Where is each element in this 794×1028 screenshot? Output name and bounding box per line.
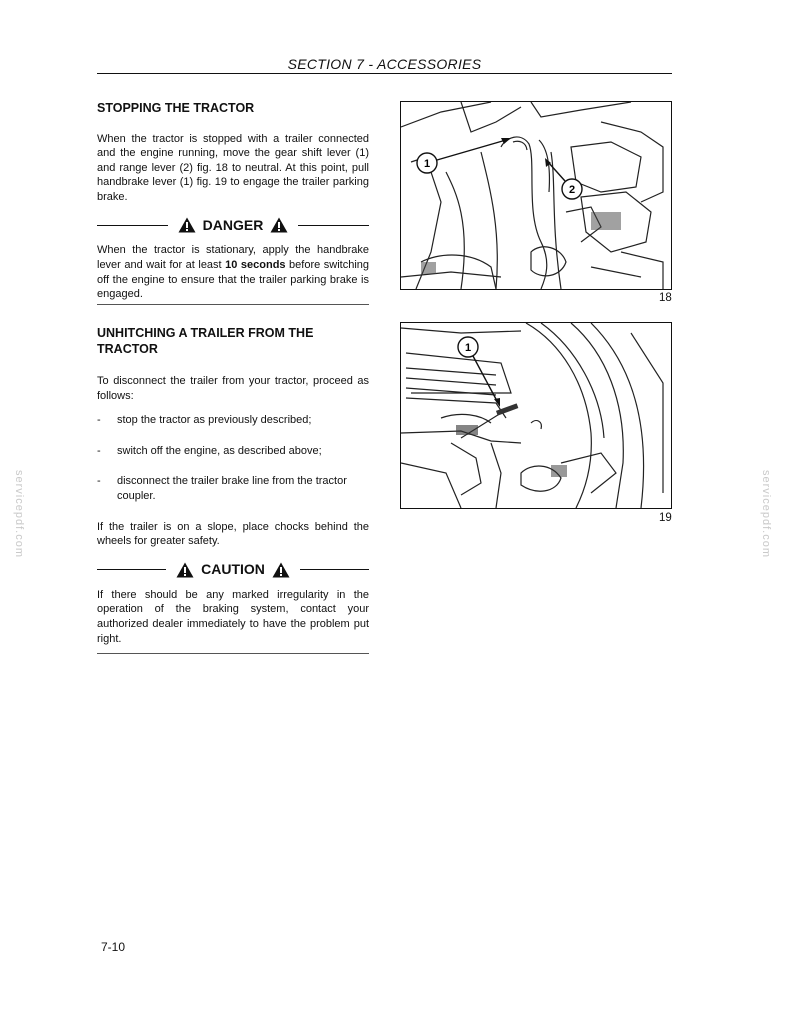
caution-text: If there should be any marked irregularity in the operation of the braking system, contact your authorized dealer immediately to have the problem put right. xyxy=(97,588,369,645)
unhitching-section xyxy=(97,326,369,646)
warning-triangle-icon xyxy=(178,217,196,233)
stopping-heading: STOPPING THE TRACTOR xyxy=(97,101,255,115)
caution-label: CAUTION xyxy=(201,561,265,578)
danger-rule-right xyxy=(298,225,369,226)
caution-banner xyxy=(97,558,369,582)
figure-19-number: 19 xyxy=(659,512,672,524)
handbrake-lever-illustration xyxy=(401,323,671,508)
danger-text-part: When the tractor is stationary, apply the handbrake lever and wait for at least xyxy=(97,244,369,272)
step-text: stop the tractor as previously described; xyxy=(117,414,312,427)
section-header: SECTION 7 - ACCESSORIES xyxy=(287,56,482,72)
section-end-rule xyxy=(97,653,369,654)
danger-label: DANGER xyxy=(202,217,264,234)
step-text: switch off the engine, as described above; xyxy=(117,444,322,457)
section-end-rule xyxy=(97,304,369,305)
stopping-section xyxy=(97,101,369,302)
danger-text-part: before switching off the engine to ensure that the trailer parking brake is engaged. xyxy=(97,259,370,301)
slope-note: If the trailer is on a slope, place chocks behind the wheels for greater safety. xyxy=(97,520,369,548)
warning-triangle-icon xyxy=(270,217,288,233)
callout-label: 1 xyxy=(464,342,472,354)
danger-text xyxy=(97,243,369,301)
caution-rule-left xyxy=(97,569,166,570)
danger-rule-left xyxy=(97,225,168,226)
unhitching-intro: To disconnect the trailer from your tractor, proceed as follows: xyxy=(97,375,369,402)
danger-text-bold: 10 seconds xyxy=(225,259,286,272)
warning-triangle-icon xyxy=(176,562,194,578)
watermark-right: servicepdf.com xyxy=(759,470,772,558)
step-text: disconnect the trailer brake line from the tractor coupler. xyxy=(117,475,347,502)
page-number: 7-10 xyxy=(101,940,126,954)
list-item: - disconnect the trailer brake line from the tractor coupler. xyxy=(97,474,369,503)
warning-triangle-icon xyxy=(272,562,290,578)
danger-banner xyxy=(97,213,369,237)
list-item: - switch off the engine, as described above; xyxy=(97,444,322,457)
tractor-gear-levers-illustration xyxy=(401,102,671,289)
watermark-left: servicepdf.com xyxy=(12,470,25,558)
figure-18-image xyxy=(400,101,672,290)
caution-rule-right xyxy=(300,569,369,570)
callout-label: 1 xyxy=(423,158,431,170)
callout-label: 2 xyxy=(568,184,576,196)
figure-19-image xyxy=(400,322,672,509)
stopping-paragraph: When the tractor is stopped with a trailer connected and the engine running, move the gear shift lever (1) and range lever (2) fig. 18 to neutral. At this point, pull handbrake lever (1) fig. 19 to engage the trailer parking brake. xyxy=(97,132,369,203)
header-rule xyxy=(97,73,672,74)
figure-18-number: 18 xyxy=(659,292,672,304)
list-item: - stop the tractor as previously described; xyxy=(97,414,312,427)
unhitching-heading: UNHITCHING A TRAILER FROM THE TRACTOR xyxy=(97,326,314,356)
